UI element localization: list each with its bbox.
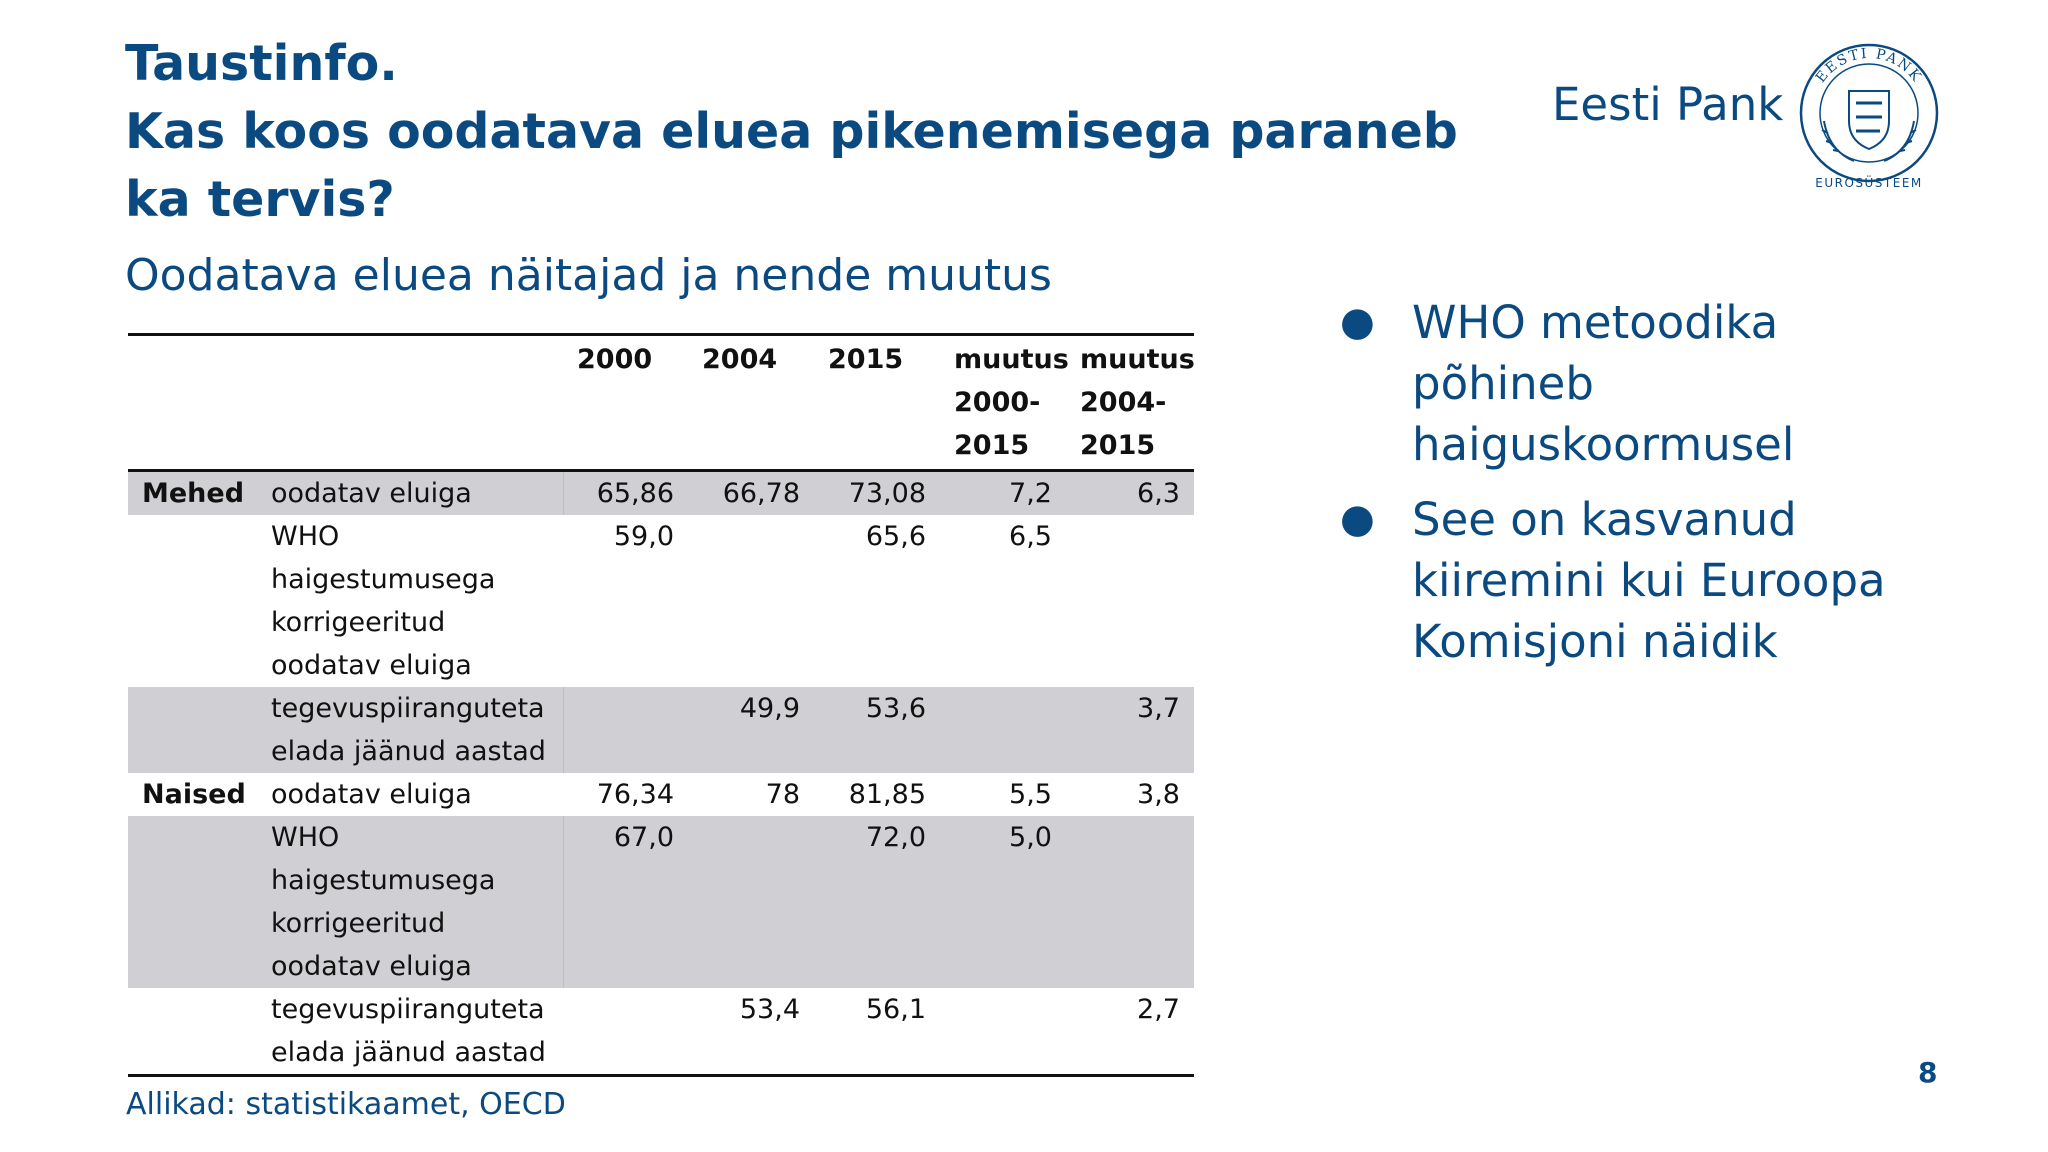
cell-change-2004-2015: [1066, 515, 1194, 687]
header-2000: 2000: [577, 344, 653, 375]
source-note: Allikad: statistikaamet, OECD: [126, 1087, 566, 1122]
cell-change-2000-2015: 6,5: [1009, 521, 1052, 552]
header-empty: [257, 335, 563, 471]
header-change-2004-2015: muutus 2004-2015: [1080, 344, 1195, 461]
slide-subtitle: Oodatava eluea näitajad ja nende muutus: [125, 250, 1052, 301]
cell-change-2004-2015: [1066, 816, 1194, 988]
cell-change-2004-2015: 3,7: [1066, 687, 1194, 773]
bullet-item: [1340, 292, 1960, 475]
group-label: Naised: [142, 779, 246, 810]
cell-2015: 65,6: [865, 521, 926, 552]
header-change-2000-2015: muutus 2000-2015: [954, 344, 1069, 461]
row-label: WHO haigestumusega korrigeeritud oodatav eluiga: [257, 816, 563, 988]
cell-change-2000-2015: 5,0: [940, 816, 1066, 988]
cell-2004: [688, 515, 814, 687]
cell-2004: 78: [765, 779, 800, 810]
eesti-pank-seal-logo: [1794, 36, 1944, 196]
cell-2004: [688, 816, 814, 988]
slide-title: [125, 30, 1458, 234]
title-line: Kas koos oodatava eluea pikenemisega paraneb: [125, 103, 1458, 160]
brand-name: Eesti Pank: [1552, 78, 1784, 131]
cell-2004: 66,78: [688, 471, 814, 516]
row-label: oodatav eluiga: [257, 471, 563, 516]
group-label: [128, 687, 257, 773]
row-label: tegevuspiiranguteta elada jäänud aastad: [257, 687, 563, 773]
group-label: [128, 816, 257, 988]
table-row: [128, 988, 1194, 1076]
page-number: 8: [1918, 1056, 1938, 1089]
table-row: [128, 773, 1194, 816]
cell-2000: [563, 988, 688, 1076]
row-label: oodatav eluiga: [271, 779, 472, 810]
cell-change-2004-2015: 2,7: [1137, 994, 1180, 1025]
cell-2000: 67,0: [563, 816, 688, 988]
cell-2000: [563, 687, 688, 773]
header-2015: 2015: [828, 344, 904, 375]
bullet-list: [1340, 292, 1960, 686]
bullet-dot-icon: ●: [1340, 496, 1375, 542]
title-line: Taustinfo.: [125, 35, 398, 92]
row-label: WHO haigestumusega korrigeeritud oodatav eluiga: [271, 521, 496, 681]
cell-2015: 81,85: [848, 779, 926, 810]
bullet-text: WHO metoodika põhineb haiguskoormusel: [1412, 296, 1795, 471]
cell-2015: 73,08: [814, 471, 940, 516]
header-empty: [128, 335, 257, 471]
cell-change-2000-2015: 7,2: [940, 471, 1066, 516]
cell-2015: 56,1: [865, 994, 926, 1025]
cell-change-2000-2015: [940, 988, 1066, 1076]
cell-change-2004-2015: 3,8: [1137, 779, 1180, 810]
life-expectancy-table: [128, 333, 1194, 1077]
table-header-row: [128, 335, 1194, 471]
cell-change-2000-2015: [940, 687, 1066, 773]
table-row: [128, 515, 1194, 687]
cell-2004: 53,4: [739, 994, 800, 1025]
cell-2000: 65,86: [563, 471, 688, 516]
cell-2004: 49,9: [688, 687, 814, 773]
cell-change-2000-2015: 5,5: [1009, 779, 1052, 810]
group-label: Mehed: [128, 471, 257, 516]
header-2004: 2004: [702, 344, 778, 375]
title-line: ka tervis?: [125, 171, 395, 228]
seal-label: EUROSÜSTEEM: [1815, 176, 1923, 190]
bullet-item: [1340, 489, 1960, 672]
svg-text:EESTI PANK: EESTI PANK: [1812, 45, 1926, 86]
cell-change-2004-2015: 6,3: [1066, 471, 1194, 516]
group-label: [128, 515, 257, 687]
bullet-text: See on kasvanud kiiremini kui Euroopa Komisjoni näidik: [1412, 493, 1886, 668]
table-row: [128, 687, 1194, 773]
table-row: [128, 816, 1194, 988]
cell-2000: 59,0: [613, 521, 674, 552]
table-row: [128, 471, 1194, 516]
cell-2015: 53,6: [814, 687, 940, 773]
cell-2000: 76,34: [596, 779, 674, 810]
row-label: tegevuspiiranguteta elada jäänud aastad: [271, 994, 546, 1068]
cell-2015: 72,0: [814, 816, 940, 988]
group-label: [128, 988, 257, 1076]
bullet-dot-icon: ●: [1340, 299, 1375, 345]
